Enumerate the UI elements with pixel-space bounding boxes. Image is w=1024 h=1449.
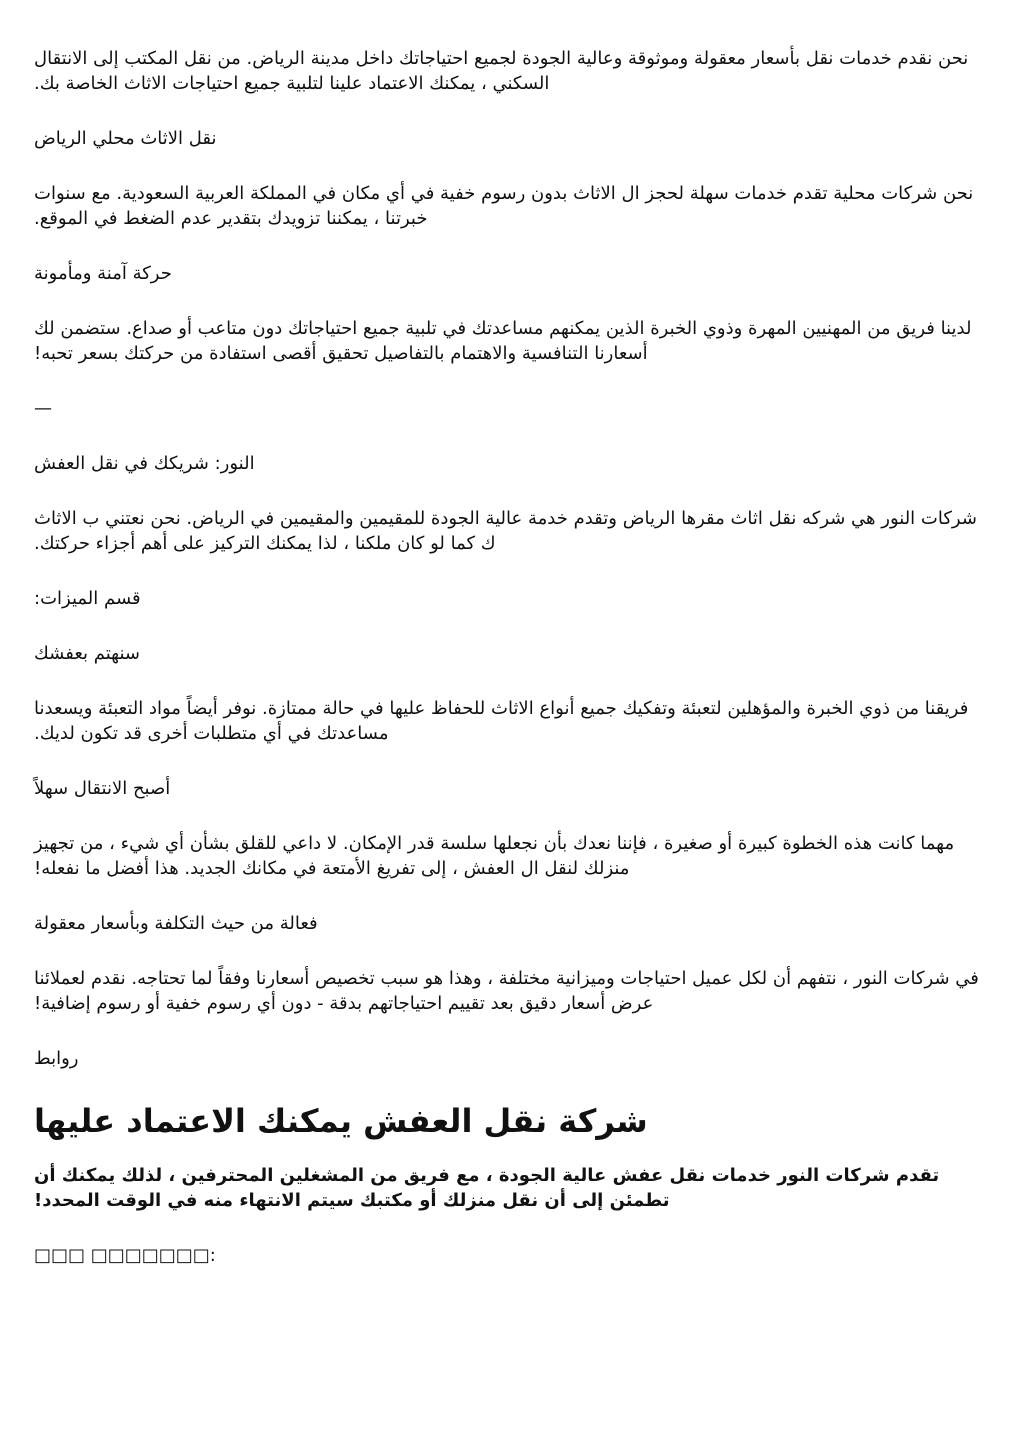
safe-moving-paragraph: لدينا فريق من المهنيين المهرة وذوي الخبرة الذين يمكنهم مساعدتك في تلبية جميع احتياجاتك دون متاعب أو صداع. ستضمن لك أسعارنا التنافسية والاهتمام بالتفاصيل تحقيق أقصى استفادة من حركتك بسعر تحبه! [34, 318, 972, 364]
links-heading: روابط [34, 1048, 79, 1069]
easy-move-heading: أصبح الانتقال سهلاً [34, 778, 171, 799]
alnoor-heading: النور: شريكك في نقل العفش [34, 453, 255, 474]
main-heading: شركة نقل العفش يمكنك الاعتماد عليها [34, 1102, 648, 1140]
care-paragraph: فريقنا من ذوي الخبرة والمؤهلين لتعبئة وتفكيك جميع أنواع الاثاث للحفاظ عليها في حالة ممتازة. نوفر أيضاً مواد التعبئة ويسعدنا مساعدتك في أي متطلبات أخرى قد تكون لديك. [34, 698, 969, 744]
bold-paragraph: تقدم شركات النور خدمات نقل عفش عالية الجودة ، مع فريق من المشغلين المحترفين ، لذلك يمكنك أن تطمئن إلى أن نقل منزلك أو مكتبك سيتم الانتهاء منه في الوقت المحدد! [34, 1165, 940, 1211]
local-moving-paragraph: نحن شركات محلية تقدم خدمات سهلة لحجز ال الاثاث بدون رسوم خفية في أي مكان في المملكة العربية السعودية. مع سنوات خبرتنا ، يمكننا تزويدك بتقدير عدم الضغط في الموقع. [34, 183, 974, 229]
section-separator: — [34, 398, 52, 419]
cost-heading: فعالة من حيث التكلفة وبأسعار معقولة [34, 913, 318, 934]
features-heading: قسم الميزات: [34, 588, 141, 609]
care-heading: سنهتم بعفشك [34, 643, 140, 664]
easy-move-paragraph: مهما كانت هذه الخطوة كبيرة أو صغيرة ، فإننا نعدك بأن نجعلها سلسة قدر الإمكان. لا داعي للقلق بشأن أي شيء ، من تجهيز منزلك لنقل ال العفش ، إلى تفريغ الأمتعة في مكانك الجديد. هذا أفضل ما نفعله! [34, 833, 955, 879]
safe-moving-heading: حركة آمنة ومأمونة [34, 263, 172, 284]
intro-paragraph: نحن نقدم خدمات نقل بأسعار معقولة وموثوقة وعالية الجودة لجميع احتياجاتك داخل مدينة الرياض. من نقل المكتب إلى الانتقال السكني ، يمكنك الاعتماد علينا لتلبية جميع احتياجات الاثاث الخاصة بك. [34, 48, 969, 94]
local-moving-heading: نقل الاثاث محلي الرياض [34, 128, 217, 149]
alnoor-paragraph: شركات النور هي شركه نقل اثاث مقرها الرياض وتقدم خدمة عالية الجودة للمقيمين والمقيمين في الرياض. نحن نعتني ب الاثاث ك كما لو كان ملكنا ، لذا يمكنك التركيز على أهم أجزاء حركتك. [34, 508, 977, 554]
cost-paragraph: في شركات النور ، نتفهم أن لكل عميل احتياجات وميزانية مختلفة ، وهذا هو سبب تخصيص أسعارنا وفقاً لما تحتاجه. نقدم لعملائنا عرض أسعار دقيق بعد تقييم احتياجاتهم بدقة - دون أي رسوم خفية أو رسوم إضافية! [34, 968, 979, 1014]
missing-glyph-text: □□□ □□□□□□□: [34, 1245, 216, 1266]
